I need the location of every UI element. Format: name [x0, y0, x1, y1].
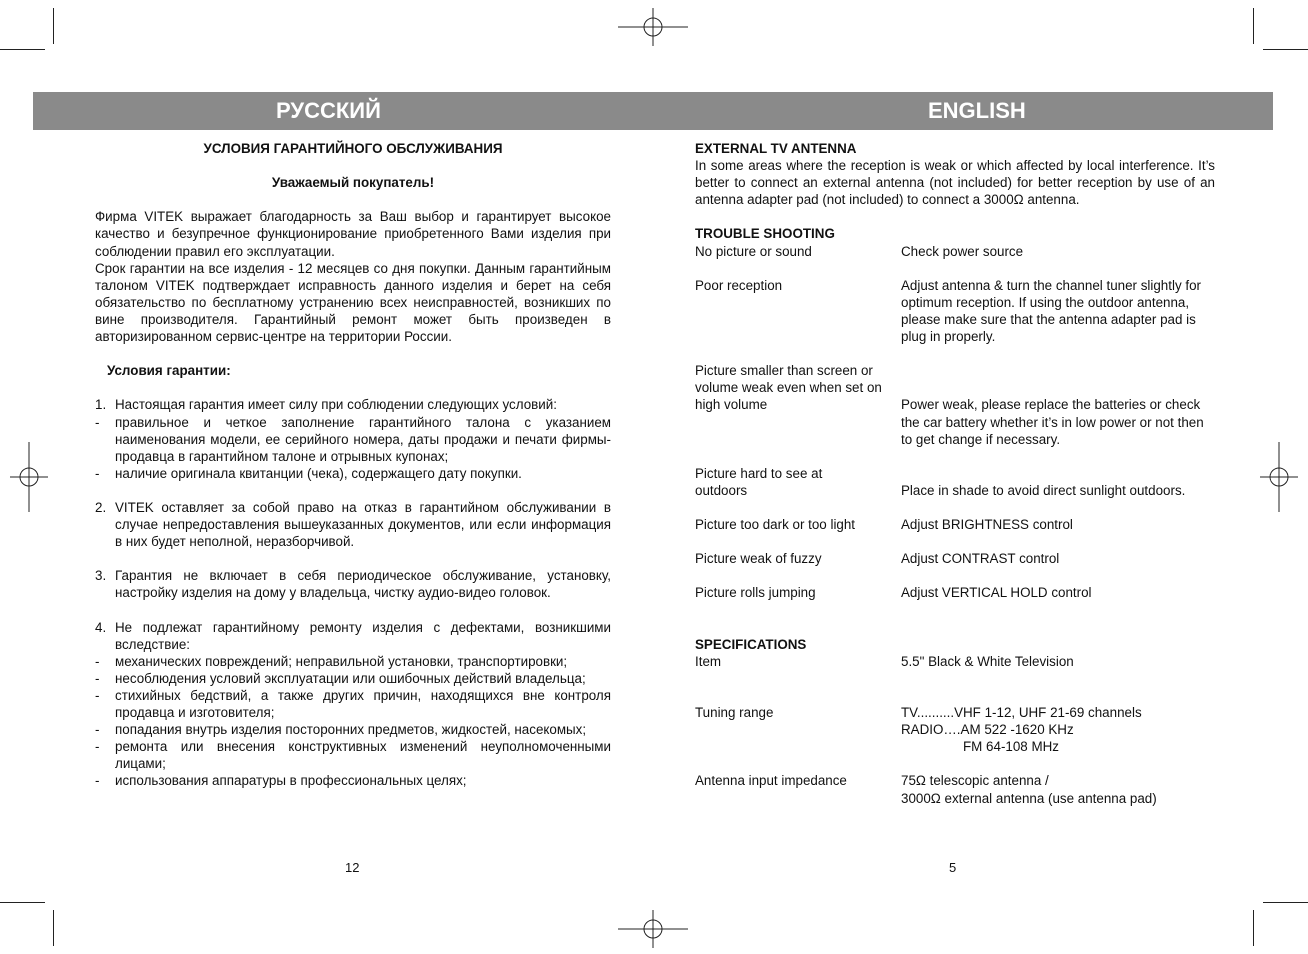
antenna-heading: EXTERNAL TV ANTENNA — [695, 141, 857, 156]
list-item: 2. VITEK оставляет за собой право на отказ в гарантийном обслуживании в случае непредоставления вышеуказанных документов, или если информация в них будет неполной, неразборчивой. — [95, 499, 611, 550]
antenna-paragraph: In some areas where the reception is weak or which affected by local interference. It’s better to connect an external antenna (not included) for better reception by use of an antenna adapter pad (not included) to connect a 3000Ω antenna. — [695, 158, 1215, 208]
list-item: - стихийных бедствий, а также других причин, находящихся вне контроля продавца и изготовителя; — [95, 688, 611, 721]
page-number: 5 — [949, 860, 957, 875]
crop-mark — [53, 8, 54, 44]
list-item: - использования аппаратуры в профессиональных целях; — [95, 773, 467, 789]
registration-mark-icon — [618, 910, 688, 948]
crop-mark — [0, 49, 45, 50]
table-row: Picture hard to see at outdoors Place in shade to avoid direct sunlight outdoors. — [695, 465, 1186, 498]
spec-row: Item 5.5" Black & White Television — [695, 653, 1074, 669]
warranty-heading: УСЛОВИЯ ГАРАНТИЙНОГО ОБСЛУЖИВАНИЯ — [203, 141, 503, 156]
registration-mark-icon — [618, 8, 688, 46]
crop-mark — [1253, 910, 1254, 946]
list-item: - ремонта или внесения конструктивных изменений неуполномоченными лицами; — [95, 739, 611, 772]
intro-paragraph: Фирма VITEK выражает благодарность за Ваш выбор и гарантирует высокое качество и безупречное функционирование приобретенного Вами изделия при соблюдении правил его эксплуатации. — [95, 209, 611, 259]
crop-mark — [1263, 902, 1308, 903]
list-item: 1. Настоящая гарантия имеет силу при соблюдении следующих условий: — [95, 397, 557, 413]
list-item: 4. Не подлежат гарантийному ремонту изделия с дефектами, возникшими вследствие: — [95, 619, 611, 652]
english-title: ENGLISH — [928, 98, 1026, 123]
table-row: Picture weak of fuzzy Adjust CONTRAST control — [695, 551, 1060, 567]
list-item: - наличие оригинала квитанции (чека), содержащего дату покупки. — [95, 465, 522, 481]
spec-row: Antenna input impedance 75Ω telescopic antenna / 3000Ω external antenna (use antenna pad) — [695, 773, 1157, 806]
greeting: Уважаемый покупатель! — [271, 175, 435, 191]
warranty-period-paragraph: Срок гарантии на все изделия - 12 месяцев со дня покупки. Данным гарантийным талоном VITEK подтверждает исправность данного изделия и берет на себя обязательство по бесплатному устранению всех неисправностей, возникших по вине производителя. Гарантийный ремонт может быть произведен в авторизированном сервис-центре на территории России. — [95, 260, 611, 345]
spec-row: Tuning range TV..........VHF 1-12, UHF 21-69 channels RADIO….AM 522 -1620 KHz FM 64-108 MHz — [695, 705, 1142, 755]
list-item: 3. Гарантия не включает в себя периодическое обслуживание, установку, настройку изделия на дому у владельца, чистку аудио-видео головок. — [95, 568, 611, 601]
crop-mark — [1263, 49, 1308, 50]
conditions-title: Условия гарантии: — [107, 363, 231, 379]
list-item: - механических повреждений; неправильной установки, транспортировки; — [95, 653, 568, 669]
english-column — [695, 140, 1215, 807]
list-item: - правильное и четкое заполнение гарантийного талона с указанием наименования модели, ее серийного номера, даты продажи и печати фирмы-продавца в гарантийном талоне и отрывных купонах; — [95, 414, 611, 464]
crop-mark — [53, 910, 54, 946]
trouble-heading: TROUBLE SHOOTING — [695, 226, 835, 242]
table-row: Picture rolls jumping Adjust VERTICAL HOLD control — [695, 585, 1092, 601]
table-row: Picture too dark or too light Adjust BRIGHTNESS control — [695, 517, 1073, 533]
table-row: Picture smaller than screen or volume weak even when set on high volume Power weak, please replace the batteries or check the car battery whether it’s in low power or not then to get change if necessary. — [695, 363, 1204, 447]
registration-mark-icon — [10, 442, 48, 512]
spec-heading: SPECIFICATIONS — [695, 636, 807, 652]
russian-column — [95, 140, 611, 790]
page-number: 12 — [345, 860, 360, 875]
russian-title: РУССКИЙ — [276, 98, 381, 123]
list-item: - попадания внутрь изделия посторонних предметов, жидкостей, насекомых; — [95, 722, 587, 738]
registration-mark-icon — [1260, 442, 1298, 512]
table-row: No picture or sound Check power source — [695, 243, 1024, 259]
crop-mark — [0, 902, 45, 903]
list-item: - несоблюдения условий эксплуатации или ошибочных действий владельца; — [95, 670, 586, 686]
table-row: Poor reception Adjust antenna & turn the channel tuner slightly for optimum reception. If using the outdoor antenna, please make sure that the antenna adapter pad is plug in properly. — [695, 277, 1201, 345]
language-banner — [33, 92, 1273, 130]
crop-mark — [1253, 8, 1254, 44]
